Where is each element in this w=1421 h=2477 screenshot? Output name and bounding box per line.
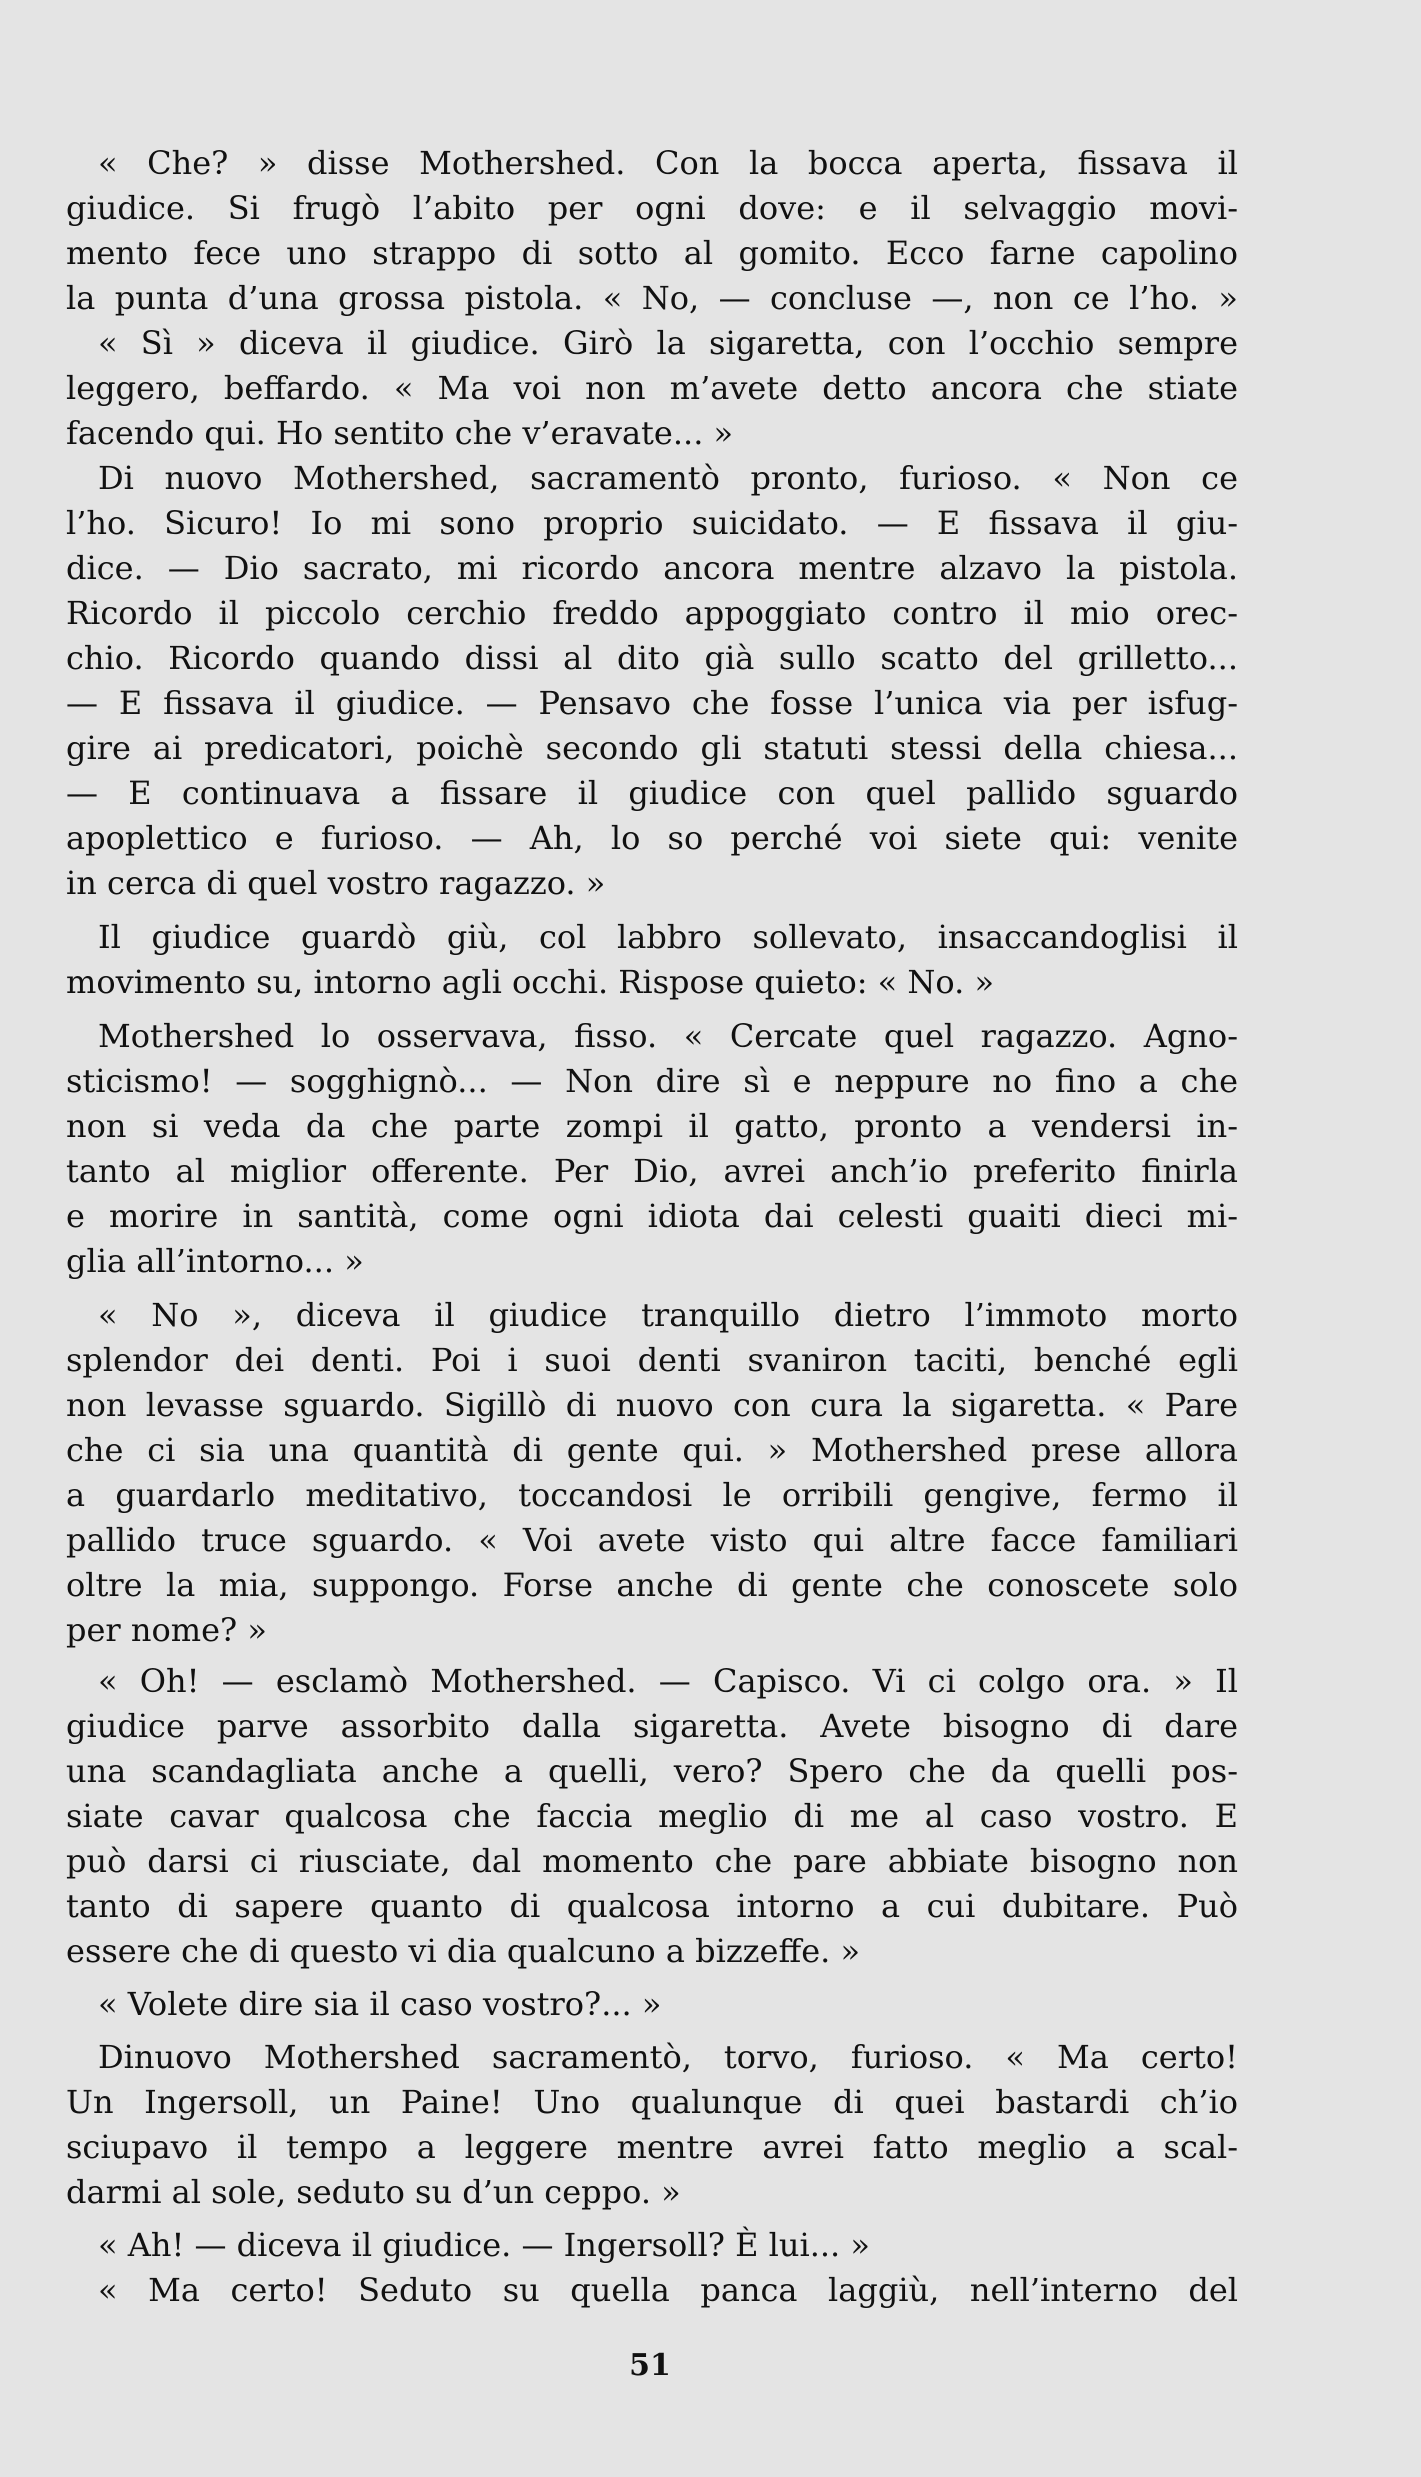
text-line: non si veda da che parte zompi il gatto, pronto a vendersi in- [66,1107,1238,1145]
text-line: « Ma certo! Seduto su quella panca laggiù, nell’interno del [98,2271,1238,2309]
text-line: Dinuovo Mothershed sacramentò, torvo, furioso. « Ma certo! [98,2038,1238,2076]
text-line: mento fece uno strappo di sotto al gomito. Ecco farne capolino [66,234,1238,272]
text-line: in cerca di quel vostro ragazzo. » [66,864,606,902]
text-line: « Oh! — esclamò Mothershed. — Capisco. Vi ci colgo ora. » Il [98,1662,1238,1700]
text-line: sciupavo il tempo a leggere mentre avrei fatto meglio a scal- [66,2128,1238,2166]
text-line: a guardarlo meditativo, toccandosi le orribili gengive, fermo il [66,1476,1238,1514]
text-line: può darsi ci riusciate, dal momento che pare abbiate bisogno non [66,1842,1238,1880]
text-line: tanto al miglior offerente. Per Dio, avrei anch’io preferito finirla [66,1152,1238,1190]
text-line: apoplettico e furioso. — Ah, lo so perché voi siete qui: venite [66,819,1238,857]
text-line: chio. Ricordo quando dissi al dito già sullo scatto del grilletto... [66,639,1238,677]
text-line: siate cavar qualcosa che faccia meglio di me al caso vostro. E [66,1797,1238,1835]
text-line: non levasse sguardo. Sigillò di nuovo con cura la sigaretta. « Pare [66,1386,1238,1424]
text-line: glia all’intorno... » [66,1242,364,1280]
text-line: « No », diceva il giudice tranquillo dietro l’immoto morto [98,1296,1238,1334]
text-line: splendor dei denti. Poi i suoi denti svaniron taciti, benché egli [66,1341,1238,1379]
text-line: l’ho. Sicuro! Io mi sono proprio suicidato. — E fissava il giu- [66,504,1238,542]
text-line: — E fissava il giudice. — Pensavo che fosse l’unica via per isfug- [66,684,1238,722]
text-line: Ricordo il piccolo cerchio freddo appoggiato contro il mio orec- [66,594,1238,632]
text-line: « Volete dire sia il caso vostro?... » [98,1985,662,2023]
text-line: sticismo! — sogghignò... — Non dire sì e neppure no fino a che [66,1062,1238,1100]
text-line: oltre la mia, suppongo. Forse anche di gente che conoscete solo [66,1566,1238,1604]
text-line: una scandagliata anche a quelli, vero? Spero che da quelli pos- [66,1752,1238,1790]
text-line: — E continuava a fissare il giudice con quel pallido sguardo [66,774,1238,812]
text-line: giudice parve assorbito dalla sigaretta. Avete bisogno di dare [66,1707,1238,1745]
text-line: dice. — Dio sacrato, mi ricordo ancora mentre alzavo la pistola. [66,549,1238,587]
text-line: Il giudice guardò giù, col labbro sollevato, insaccandoglisi il [98,918,1238,956]
text-line: Di nuovo Mothershed, sacramentò pronto, furioso. « Non ce [98,459,1238,497]
text-line: la punta d’una grossa pistola. « No, — concluse —, non ce l’ho. » [66,279,1238,317]
text-line: facendo qui. Ho sentito che v’eravate... » [66,414,734,452]
text-line: movimento su, intorno agli occhi. Rispose quieto: « No. » [66,963,995,1001]
text-line: pallido truce sguardo. « Voi avete visto qui altre facce familiari [66,1521,1238,1559]
text-line: « Che? » disse Mothershed. Con la bocca aperta, fissava il [98,144,1238,182]
text-line: e morire in santità, come ogni idiota dai celesti guaiti dieci mi- [66,1197,1238,1235]
text-line: per nome? » [66,1611,267,1649]
text-line: « Sì » diceva il giudice. Girò la sigaretta, con l’occhio sempre [98,324,1238,362]
text-line: Mothershed lo osservava, fisso. « Cercate quel ragazzo. Agno- [98,1017,1238,1055]
text-line: che ci sia una quantità di gente qui. » Mothershed prese allora [66,1431,1238,1469]
text-line: Un Ingersoll, un Paine! Uno qualunque di quei bastardi ch’io [66,2083,1238,2121]
text-line: tanto di sapere quanto di qualcosa intorno a cui dubitare. Può [66,1887,1238,1925]
text-line: giudice. Si frugò l’abito per ogni dove: e il selvaggio movi- [66,189,1238,227]
text-line: essere che di questo vi dia qualcuno a bizzeffe. » [66,1932,861,1970]
page-number: 51 [629,2348,671,2383]
text-line: gire ai predicatori, poichè secondo gli statuti stessi della chiesa... [66,729,1238,767]
text-line: leggero, beffardo. « Ma voi non m’avete detto ancora che stiate [66,369,1238,407]
text-line: darmi al sole, seduto su d’un ceppo. » [66,2173,681,2211]
text-line: « Ah! — diceva il giudice. — Ingersoll? È lui... » [98,2226,870,2264]
